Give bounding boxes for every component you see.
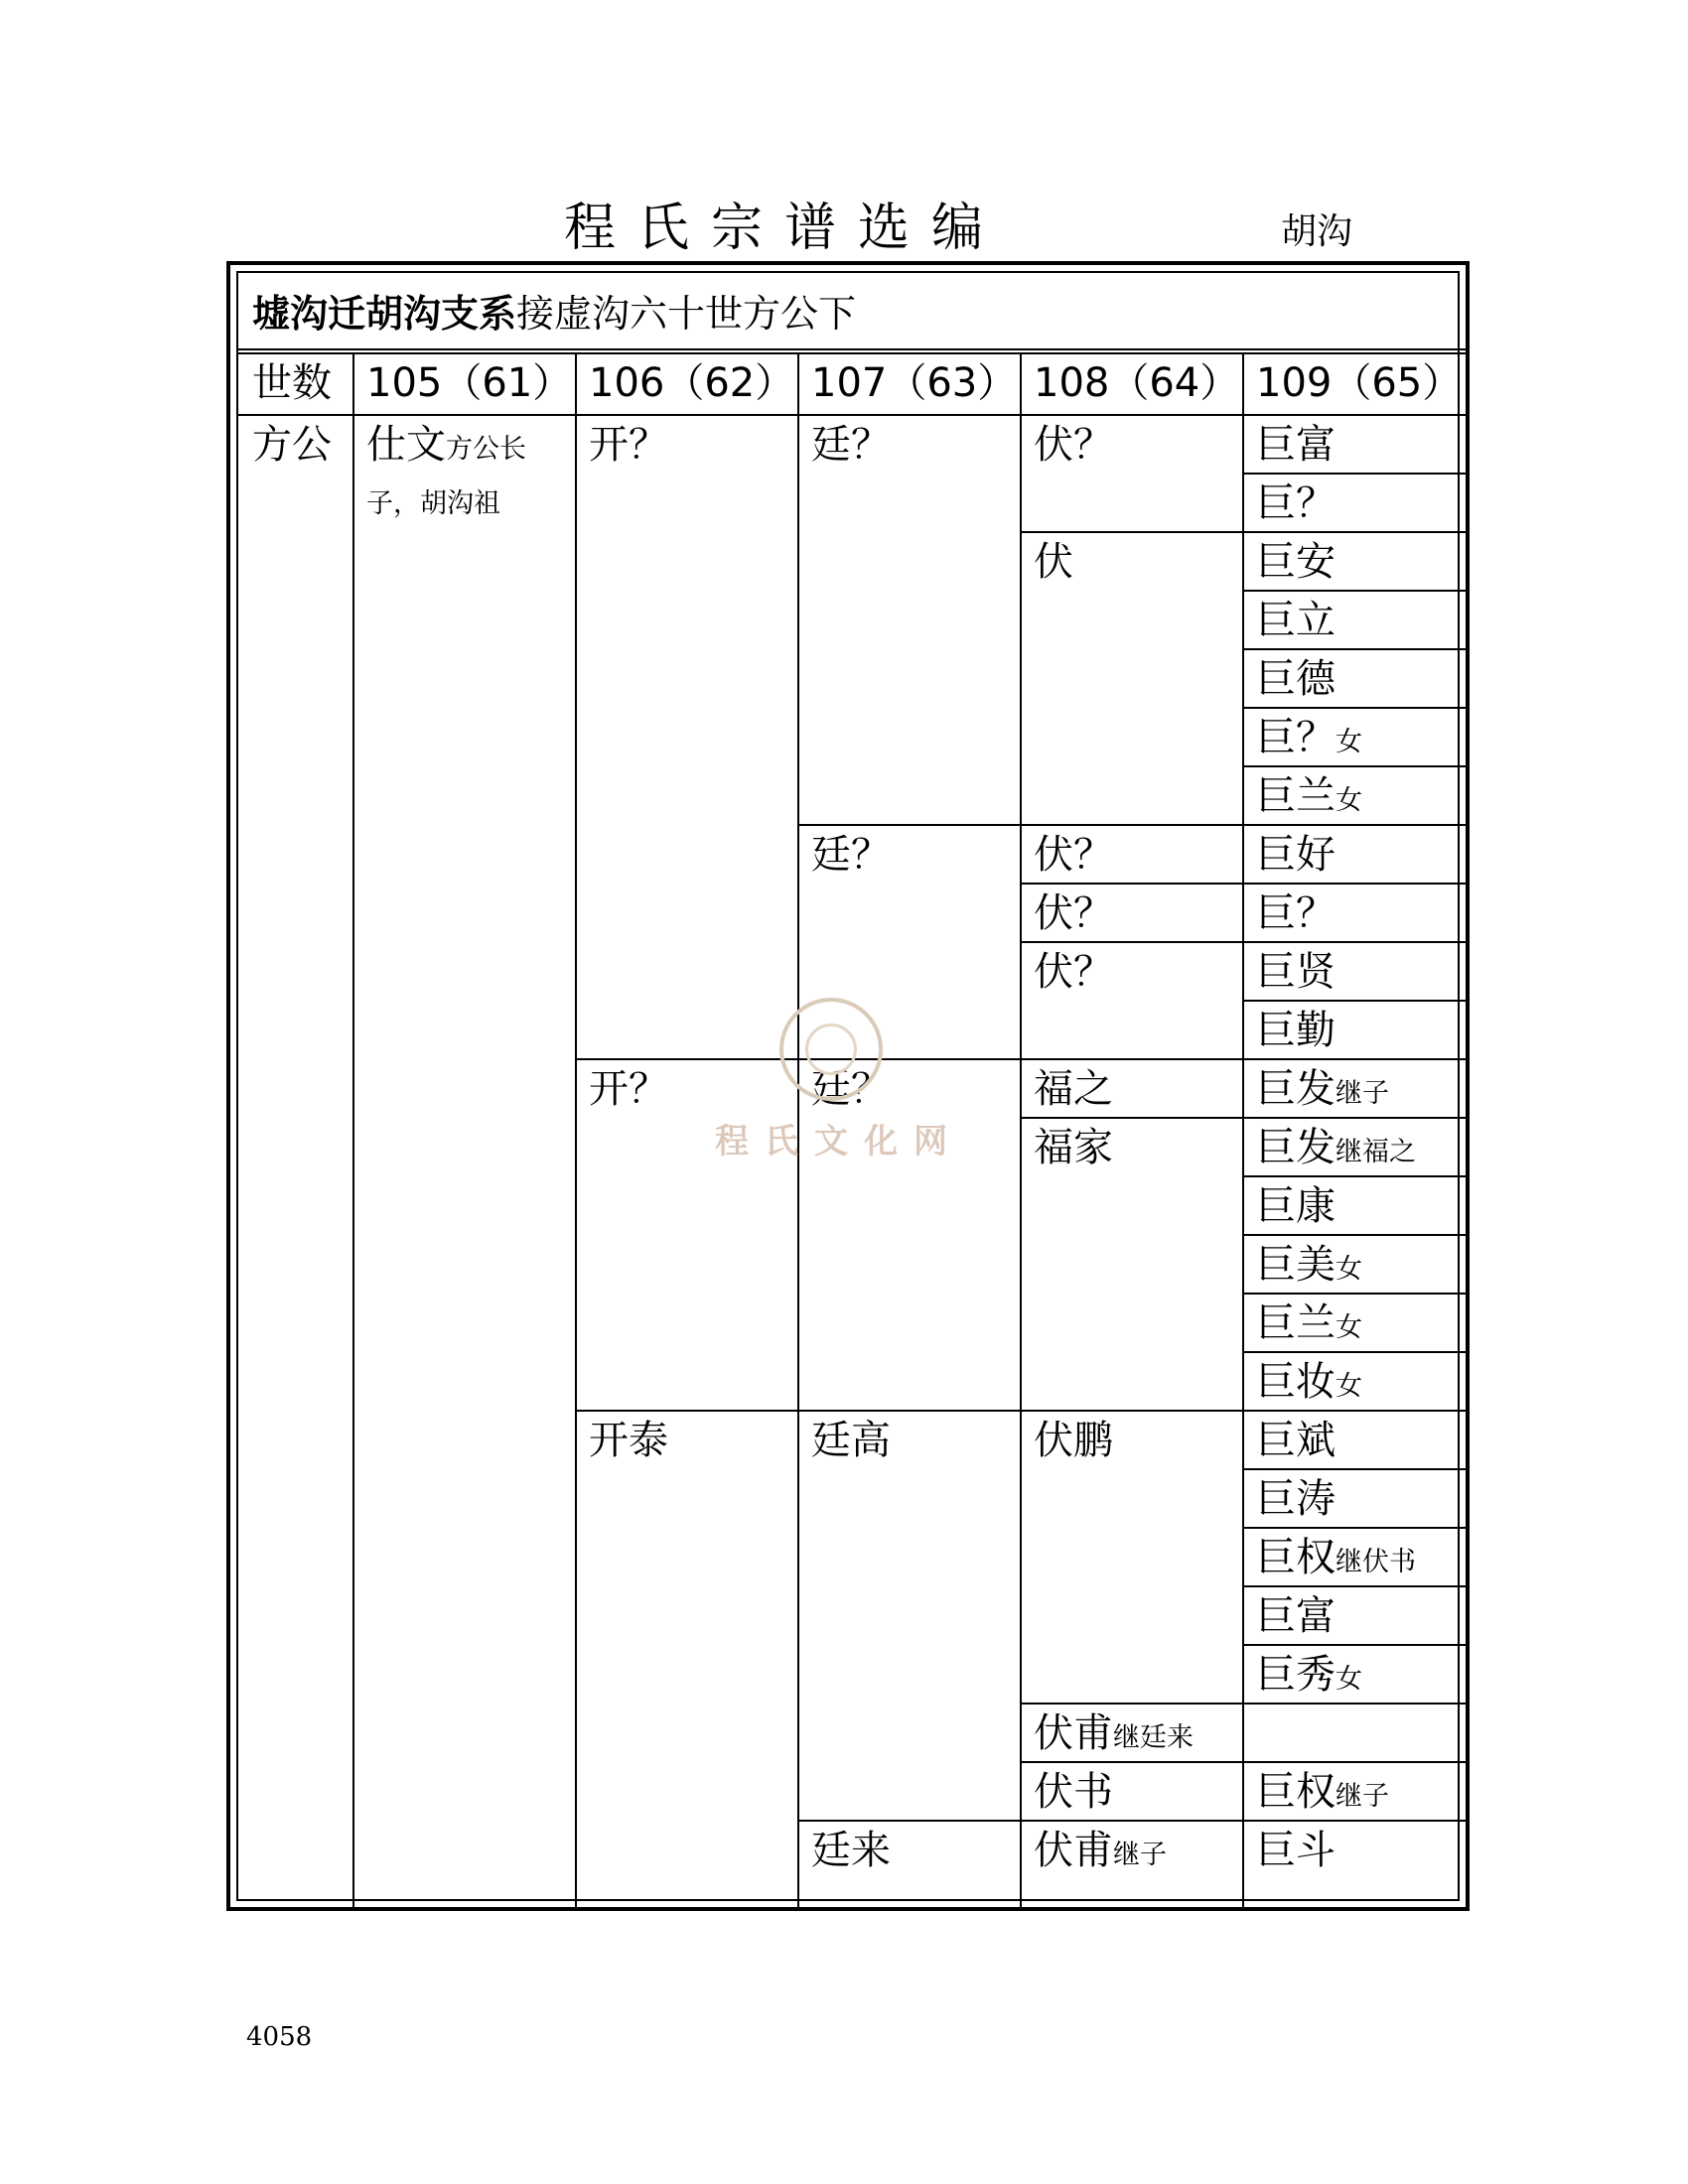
gen109-entry: [1242, 1234, 1466, 1293]
gen107-name: 廷？: [811, 1066, 891, 1112]
gen107-entry: [797, 414, 1020, 824]
grid-line: [1242, 531, 1466, 533]
gen109-name: 巨涛: [1256, 1476, 1336, 1522]
gen109-note: 女: [1336, 1371, 1362, 1402]
gen107-entry: [797, 1820, 1020, 1878]
column-header-label: 世数: [252, 360, 332, 406]
gen108-name: 伏鹏: [1034, 1418, 1113, 1463]
gen109-name: 巨富: [1256, 422, 1336, 468]
gen108-name: 伏？: [1034, 890, 1113, 936]
grid-line: [238, 348, 1466, 350]
gen109-entry: [1242, 1410, 1466, 1468]
gen108-entry: [1020, 531, 1242, 824]
gen109-entry: [1242, 941, 1466, 1000]
gen107-name: 廷？: [811, 832, 891, 878]
grid-line: [1242, 1000, 1466, 1002]
grid-line: [1020, 1820, 1242, 1822]
gen106-entry: [575, 1058, 797, 1410]
gen109-name: 巨？: [1256, 890, 1336, 936]
grid-line: [1020, 1761, 1242, 1763]
column-header-label: 108（64）: [1034, 360, 1240, 406]
gen108-name: 伏甫: [1034, 1828, 1113, 1873]
grid-line: [1242, 1117, 1466, 1119]
gen109-entry: [1242, 824, 1466, 883]
gen109-entry: [1242, 414, 1466, 473]
gen109-entry: [1242, 1527, 1466, 1585]
gen108-name: 伏书: [1034, 1769, 1113, 1815]
gen108-entry: [1020, 1820, 1242, 1878]
grid-line: [1242, 1527, 1466, 1529]
gen109-name: 巨美: [1256, 1242, 1336, 1288]
grid-line: [1242, 1410, 1466, 1412]
gen109-entry: [1242, 1351, 1466, 1410]
gen109-note: 女: [1336, 1664, 1362, 1695]
gen109-name: 巨德: [1256, 656, 1336, 702]
gen108-name: 福之: [1034, 1066, 1113, 1112]
gen108-note: 继廷来: [1113, 1722, 1194, 1753]
column-header-label: 107（63）: [811, 360, 1018, 406]
grid-line: [1242, 1175, 1466, 1177]
grid-line: [1020, 531, 1242, 533]
grid-line: [1020, 883, 1242, 885]
gen109-name: 巨斌: [1256, 1418, 1336, 1463]
gen106-name: 开？: [589, 1066, 668, 1112]
grid-line: [1242, 707, 1466, 709]
watermark-text: 程氏文化网: [715, 1122, 963, 1161]
column-header-label: 106（62）: [589, 360, 795, 406]
table-header: [252, 289, 856, 339]
grid-line: [1242, 883, 1466, 885]
root-name: 方公: [252, 422, 332, 468]
gen109-name: 巨斗: [1256, 1828, 1336, 1873]
gen109-entry: [1242, 1175, 1466, 1234]
watermark-seal-icon: [779, 998, 883, 1101]
grid-line: [1242, 1351, 1466, 1353]
gen109-entry: [1242, 531, 1466, 590]
header-bold-title: 墟沟迁胡沟支系: [252, 291, 517, 336]
gen105-name: 仕文: [366, 422, 446, 468]
gen109-name: 巨权: [1256, 1535, 1336, 1580]
gen109-entry: [1242, 1000, 1466, 1058]
gen109-entry: [1242, 1468, 1466, 1527]
column-header: [1020, 352, 1242, 414]
gen109-note: 女: [1336, 727, 1362, 757]
gen109-name: 巨好: [1256, 832, 1336, 878]
gen109-name: 巨兰: [1256, 1300, 1336, 1346]
gen109-name: 巨勤: [1256, 1008, 1336, 1053]
grid-line: [1242, 1293, 1466, 1295]
root-ancestor: [238, 414, 352, 533]
gen109-name: 巨秀: [1256, 1652, 1336, 1698]
gen109-entry: [1242, 1293, 1466, 1351]
page-title: 程氏宗谱选编: [563, 199, 1005, 258]
gen109-entry: [1242, 1585, 1466, 1644]
grid-line: [797, 1820, 1020, 1822]
gen107-entry: [797, 1410, 1020, 1820]
gen106-name: 开？: [589, 422, 668, 468]
gen109-entry: [1242, 648, 1466, 707]
gen105-note: 子，胡沟祖: [366, 488, 500, 519]
gen107-name: 廷高: [811, 1418, 891, 1463]
gen108-name: 伏？: [1034, 949, 1113, 995]
gen109-note: 女: [1336, 785, 1362, 816]
region-label: 胡沟: [1281, 211, 1353, 252]
grid-line: [797, 1410, 1020, 1412]
grid-line: [1242, 824, 1466, 826]
gen108-name: 伏？: [1034, 422, 1113, 468]
grid-line: [1020, 1703, 1242, 1705]
gen109-entry: [1242, 765, 1466, 824]
gen109-entry: [1242, 1820, 1466, 1878]
gen107-name: 廷？: [811, 422, 891, 468]
gen109-name: 巨安: [1256, 539, 1336, 585]
gen109-note: 继子: [1336, 1781, 1389, 1812]
gen108-entry: [1020, 1058, 1242, 1117]
gen109-entry: [1242, 883, 1466, 941]
gen109-entry: [1242, 590, 1466, 648]
grid-line: [1020, 1410, 1242, 1412]
gen109-note: 继福之: [1336, 1137, 1416, 1167]
grid-line: [1020, 1117, 1242, 1119]
gen108-entry: [1020, 1703, 1242, 1761]
grid-line: [1242, 1820, 1466, 1822]
gen109-name: 巨发: [1256, 1125, 1336, 1170]
gen109-name: 巨？: [1256, 715, 1336, 760]
column-header-label: 105（61）: [366, 360, 573, 406]
gen109-note: 继伏书: [1336, 1547, 1416, 1577]
gen106-name: 开泰: [589, 1418, 668, 1463]
gen105-entry: [352, 414, 575, 573]
grid-line: [1242, 1058, 1466, 1060]
gen109-entry: [1242, 1117, 1466, 1175]
gen109-name: 巨富: [1256, 1593, 1336, 1639]
gen109-entry: [1242, 1761, 1466, 1820]
gen109-name: 巨发: [1256, 1066, 1336, 1112]
grid-line: [1242, 941, 1466, 943]
gen109-entry: [1242, 473, 1466, 531]
grid-line: [1020, 941, 1242, 943]
grid-line: [575, 1410, 797, 1412]
grid-line: [352, 352, 354, 1907]
grid-line: [1242, 473, 1466, 475]
gen108-entry: [1020, 1117, 1242, 1410]
grid-line: [575, 1058, 797, 1060]
grid-line: [1242, 1585, 1466, 1587]
gen108-note: 继子: [1113, 1840, 1167, 1870]
grid-line: [1242, 1468, 1466, 1470]
grid-line: [1020, 1058, 1242, 1060]
column-header: [797, 352, 1020, 414]
gen109-name: 巨兰: [1256, 773, 1336, 819]
gen109-entry: [1242, 1703, 1466, 1761]
gen109-name: 巨权: [1256, 1769, 1336, 1815]
column-header: [352, 352, 575, 414]
gen108-entry: [1020, 1410, 1242, 1703]
header-subtitle: 接虚沟六十世方公下: [516, 292, 857, 336]
column-header: [1242, 352, 1466, 414]
gen105-note: 方公长: [446, 434, 526, 465]
gen108-name: 伏甫: [1034, 1710, 1113, 1756]
gen109-name: 巨妆: [1256, 1359, 1336, 1405]
gen109-note: 女: [1336, 1254, 1362, 1285]
gen106-entry: [575, 414, 797, 1058]
gen106-entry: [575, 1410, 797, 1878]
gen107-entry: [797, 1058, 1020, 1410]
gen108-entry: [1020, 941, 1242, 1058]
column-header: [238, 352, 352, 414]
gen107-name: 廷来: [811, 1828, 891, 1873]
grid-line: [1242, 1703, 1466, 1705]
grid-line: [1242, 648, 1466, 650]
grid-line: [1242, 1644, 1466, 1646]
grid-line: [1242, 765, 1466, 767]
gen108-entry: [1020, 883, 1242, 941]
gen109-name: 巨贤: [1256, 949, 1336, 995]
page-number: 4058: [246, 2022, 313, 2052]
gen109-entry: [1242, 1644, 1466, 1703]
gen108-entry: [1020, 414, 1242, 531]
grid-line: [1020, 824, 1242, 826]
gen108-name: 伏？: [1034, 832, 1113, 878]
gen109-note: 女: [1336, 1312, 1362, 1343]
gen108-entry: [1020, 824, 1242, 883]
gen108-name: 福家: [1034, 1125, 1113, 1170]
column-header-label: 109（65）: [1256, 360, 1463, 406]
grid-line: [1242, 1234, 1466, 1236]
gen109-entry: [1242, 1058, 1466, 1117]
grid-line: [1242, 590, 1466, 592]
column-header: [575, 352, 797, 414]
gen109-note: 继子: [1336, 1078, 1389, 1109]
gen108-name: 伏: [1034, 539, 1073, 585]
grid-line: [797, 824, 1020, 826]
grid-line: [1242, 1761, 1466, 1763]
gen108-entry: [1020, 1761, 1242, 1820]
gen109-name: 巨立: [1256, 598, 1336, 643]
gen109-name: 巨？: [1256, 480, 1336, 526]
gen109-entry: [1242, 707, 1466, 765]
gen109-name: 巨康: [1256, 1183, 1336, 1229]
